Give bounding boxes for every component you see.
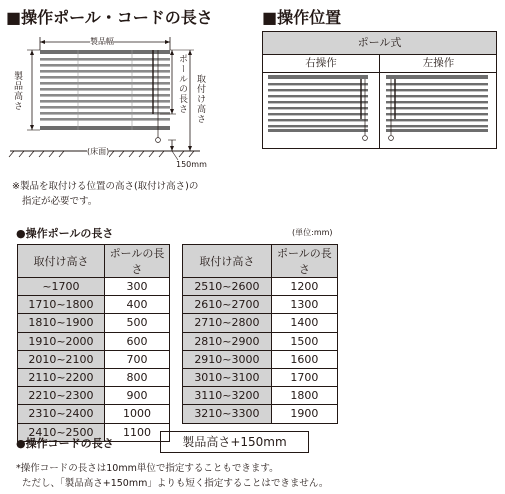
- table-row: [18, 314, 170, 332]
- mount-height-note-line1: ※製品を取付ける位置の高さ(取付け高さ)の: [12, 181, 199, 192]
- left-operation-blind: [382, 73, 494, 145]
- pole-length-cell: 1800: [271, 387, 337, 405]
- gap-150mm-label: 150mm: [176, 160, 207, 169]
- mount-height-cell: 3210~3300: [183, 405, 272, 423]
- pole-length-cell: 300: [104, 278, 169, 296]
- product-height-label: 製品高さ: [12, 71, 22, 111]
- table-row: [18, 368, 170, 386]
- pole-length-cell: 1100: [104, 423, 169, 441]
- mount-height-cell: 2210~2300: [18, 387, 105, 405]
- table-row: [18, 332, 170, 350]
- pole-length-table-left: [17, 244, 170, 442]
- pole-length-cell: 900: [104, 387, 169, 405]
- mount-height-cell: 2110~2200: [18, 368, 105, 386]
- table-row: [183, 314, 338, 332]
- right-operation-blind: [266, 73, 376, 145]
- cord-note-line2: ただし、「製品高さ+150mm」よりも短く指定することはできません。: [22, 478, 329, 489]
- pole-length-cell: 1200: [271, 278, 337, 296]
- cord-note-line1: *操作コードの長さは10mm単位で指定することもできます。: [16, 463, 279, 474]
- cord-length-value: 製品高さ+150mm: [160, 431, 309, 453]
- mount-height-cell: 2010~2100: [18, 350, 105, 368]
- pole-length-cell: 1300: [271, 296, 337, 314]
- pole-length-cell: 400: [104, 296, 169, 314]
- table-row: [183, 405, 338, 423]
- table-row: [183, 387, 338, 405]
- mount-height-cell: ~1700: [18, 278, 105, 296]
- mount-height-cell: 1810~1900: [18, 314, 105, 332]
- mount-height-cell: 2410~2500: [18, 423, 105, 441]
- pole-length-cell: 1000: [104, 405, 169, 423]
- mount-height-cell: 2810~2900: [183, 332, 272, 350]
- table-row: [183, 350, 338, 368]
- col-mount-height: 取付け高さ: [183, 245, 272, 278]
- pole-length-cell: 1400: [271, 314, 337, 332]
- mount-height-label: 取付け高さ: [195, 74, 205, 124]
- section-title-pole-cord: ■操作ポール・コードの長さ: [6, 8, 213, 27]
- col-pole-length: ポールの長さ: [104, 245, 169, 278]
- pole-length-table-right: [182, 244, 338, 424]
- left-operation-label: 左操作: [379, 54, 497, 73]
- mount-height-cell: 2910~3000: [183, 350, 272, 368]
- mount-height-cell: 3010~3100: [183, 368, 272, 386]
- table-row: [18, 350, 170, 368]
- pole-length-cell: 500: [104, 314, 169, 332]
- pole-length-cell: 800: [104, 368, 169, 386]
- pole-length-label: ポールの長さ: [177, 54, 187, 114]
- mount-height-cell: 1710~1800: [18, 296, 105, 314]
- col-mount-height: 取付け高さ: [18, 245, 105, 278]
- section-title-operation-position: ■操作位置: [262, 8, 342, 27]
- table-row: [183, 278, 338, 296]
- pole-length-cell: 1700: [271, 368, 337, 386]
- unit-label: (単位:mm): [292, 228, 333, 237]
- table-row: [183, 296, 338, 314]
- product-width-label: 製品幅: [90, 37, 114, 46]
- mount-height-cell: 2510~2600: [183, 278, 272, 296]
- pole-length-cell: 700: [104, 350, 169, 368]
- col-pole-length: ポールの長さ: [271, 245, 337, 278]
- pole-type-header: ポール式: [263, 32, 496, 55]
- table-row: [18, 387, 170, 405]
- mount-height-cell: 3110~3200: [183, 387, 272, 405]
- cord-length-title: ●操作コードの長さ: [16, 437, 114, 450]
- table-row: [18, 296, 170, 314]
- right-operation-label: 右操作: [263, 54, 379, 73]
- mount-height-cell: 1910~2000: [18, 332, 105, 350]
- table-row: [183, 368, 338, 386]
- floor-label: (床面): [87, 147, 110, 156]
- mount-height-cell: 2310~2400: [18, 405, 105, 423]
- table-row: [183, 332, 338, 350]
- mount-height-cell: 2710~2800: [183, 314, 272, 332]
- pole-length-title: ●操作ポールの長さ: [16, 227, 114, 240]
- mount-height-note-line2: 指定が必要です。: [22, 196, 98, 207]
- pole-length-cell: 1900: [271, 405, 337, 423]
- pole-length-cell: 1500: [271, 332, 337, 350]
- table-row: [18, 278, 170, 296]
- blind-dimension-diagram: [0, 26, 260, 171]
- pole-length-cell: 600: [104, 332, 169, 350]
- pole-length-cell: 1600: [271, 350, 337, 368]
- table-row: [18, 405, 170, 423]
- mount-height-cell: 2610~2700: [183, 296, 272, 314]
